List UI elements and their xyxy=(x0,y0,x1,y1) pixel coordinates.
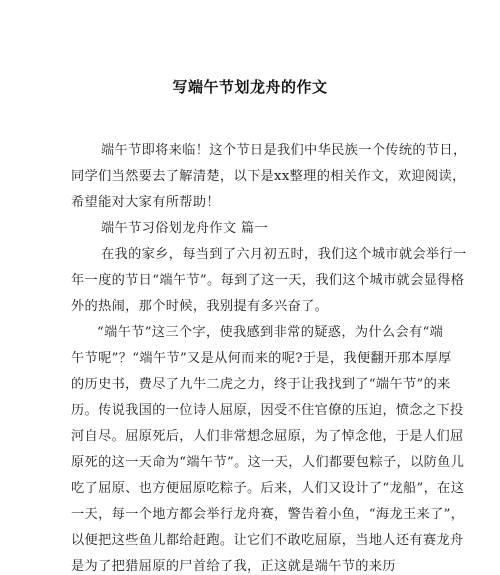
paragraph-line: “端午节”这三个字，使我感到非常的疑惑，为什么会有“端 xyxy=(97,325,444,340)
paragraph-line: 的历史书，费尽了九牛二虎之力，终于让我找到了“端午节”的来 xyxy=(71,377,451,392)
paragraph-line: 一天，每一个地方都会举行龙舟赛，警告着小鱼，“海龙王来了”， xyxy=(71,507,465,522)
paragraph-line: 同学们当然要去了解清楚，以下是xx整理的相关作文，欢迎阅读， xyxy=(71,169,466,184)
document-title: 写端午节划龙舟的作文 xyxy=(172,78,328,96)
paragraph-line: 希望能对大家有所帮助！ xyxy=(71,195,220,210)
paragraph-line: 是为了把猎屈原的尸首给了我，正这就是端午节的来历 xyxy=(71,559,396,574)
paragraph-line: 吃了屈原、也方便屈原吃粽子。后来，人们又设计了“龙船”，在这 xyxy=(71,481,465,496)
paragraph-line: 年一度的节日“端午节”。每到了这一天，我们这个城市就会显得格 xyxy=(71,273,465,288)
paragraph-line: 河自尽。屈原死后，人们非常想念屈原，为了悼念他，于是人们屈 xyxy=(71,429,464,444)
paragraph-line: 原死的这一天命为“端午节”。这一天，人们都要包粽子，以防鱼儿 xyxy=(71,455,465,470)
paragraph-line: 午节呢”？“端午节”又是从何而来的呢?于是，我便翻开那本厚厚 xyxy=(71,351,452,366)
paragraph-line: 外的热闹，那个时候，我别提有多兴奋了。 xyxy=(71,299,329,314)
paragraph-line: 在我的家乡，每当到了六月初五时，我们这个城市就会举行一 xyxy=(101,247,467,262)
section-heading: 端午节习俗划龙舟作文 篇一 xyxy=(101,221,268,236)
paragraph-line: 以便把这些鱼儿都给赶跑。让它们不敢吃屈原，当地人还有赛龙舟 xyxy=(71,533,464,548)
paragraph-line: 端午节即将来临！这个节日是我们中华民族一个传统的节日， xyxy=(101,143,467,158)
paragraph-line: 历。传说我国的一位诗人屈原，因受不住官僚的压迫，愤念之下投 xyxy=(71,403,464,418)
